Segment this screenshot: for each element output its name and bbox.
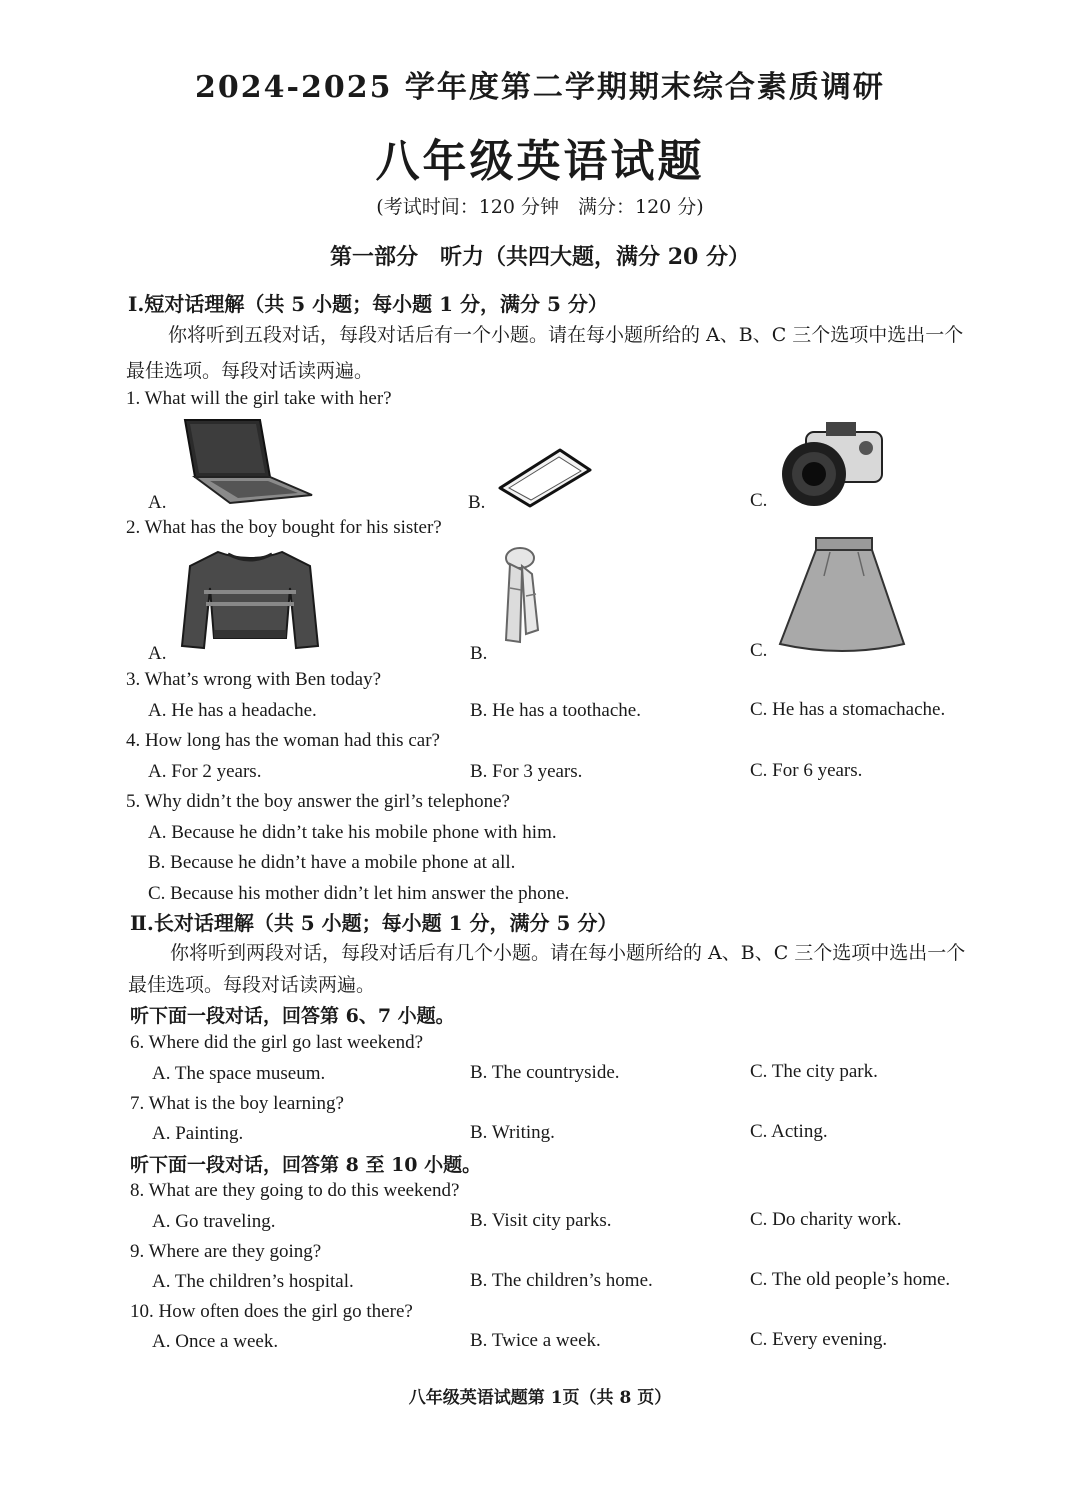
q4-option-b: B. For 3 years. <box>470 761 583 782</box>
q1-option-a: A. <box>148 492 167 513</box>
question-4: 4. How long has the woman had this car? <box>126 730 440 751</box>
laptop-icon <box>180 415 315 505</box>
question-1: 1. What will the girl take with her? <box>126 388 392 409</box>
q5-option-b: B. Because he didn’t have a mobile phone at all. <box>148 852 516 873</box>
q2-option-a: A. <box>148 643 167 664</box>
question-3: 3. What’s wrong with Ben today? <box>126 669 382 690</box>
q3-option-a: A. He has a headache. <box>148 700 317 721</box>
q5-option-c: C. Because his mother didn’t let him answer the phone. <box>148 883 570 904</box>
q8-option-c: C. Do charity work. <box>750 1209 902 1230</box>
section1-title: Ⅰ.短对话理解（共 5 小题；每小题 1 分，满分 5 分） <box>128 292 608 316</box>
q8-option-a: A. Go traveling. <box>152 1211 276 1232</box>
section2-title: Ⅱ.长对话理解（共 5 小题；每小题 1 分，满分 5 分） <box>130 911 618 935</box>
skirt-icon <box>778 536 908 658</box>
question-6: 6. Where did the girl go last weekend? <box>130 1032 423 1053</box>
q2-option-c: C. <box>750 640 768 661</box>
q9-option-a: A. The children’s hospital. <box>152 1271 354 1292</box>
q10-option-a: A. Once a week. <box>152 1331 279 1352</box>
sweater-icon <box>180 548 320 653</box>
mobile-phone-icon <box>495 448 595 508</box>
dialog1-instruction: 听下面一段对话，回答第 6、7 小题。 <box>130 1005 455 1027</box>
section2-instruction-line1: 你将听到两段对话，每段对话后有几个小题。请在每小题所给的 A、B、C 三个选项中选出一个 <box>170 942 966 964</box>
q2-option-b: B. <box>470 643 488 664</box>
q4-option-a: A. For 2 years. <box>148 761 262 782</box>
section2-instruction-line2: 最佳选项。每段对话读两遍。 <box>128 974 376 996</box>
section1-instruction-line1: 你将听到五段对话，每段对话后有一个小题。请在每小题所给的 A、B、C 三个选项中选出一个 <box>168 324 964 346</box>
q9-option-b: B. The children’s home. <box>470 1270 653 1291</box>
q8-option-b: B. Visit city parks. <box>470 1210 612 1231</box>
exam-info: (考试时间：120 分钟 满分：120 分) <box>376 196 704 218</box>
question-2: 2. What has the boy bought for his sister? <box>126 517 442 538</box>
q4-option-c: C. For 6 years. <box>750 760 863 781</box>
q7-option-a: A. Painting. <box>152 1123 244 1144</box>
q10-option-b: B. Twice a week. <box>470 1330 601 1351</box>
question-8: 8. What are they going to do this weekend? <box>130 1180 460 1201</box>
q9-option-c: C. The old people’s home. <box>750 1269 951 1290</box>
exam-title: 八年级英语试题 <box>375 136 705 187</box>
q6-option-a: A. The space museum. <box>152 1063 326 1084</box>
part-one-title: 第一部分 听力（共四大题，满分 20 分） <box>330 244 750 270</box>
q6-option-c: C. The city park. <box>750 1061 878 1082</box>
q7-option-b: B. Writing. <box>470 1122 555 1143</box>
camera-icon <box>778 418 886 510</box>
q7-option-c: C. Acting. <box>750 1121 828 1142</box>
scarf-icon <box>496 544 546 646</box>
q10-option-c: C. Every evening. <box>750 1329 888 1350</box>
question-7: 7. What is the boy learning? <box>130 1093 344 1114</box>
q3-option-b: B. He has a toothache. <box>470 700 641 721</box>
section1-instruction-line2: 最佳选项。每段对话读两遍。 <box>126 360 374 382</box>
q6-option-b: B. The countryside. <box>470 1062 620 1083</box>
q1-option-b: B. <box>468 492 486 513</box>
q3-option-c: C. He has a stomachache. <box>750 699 946 720</box>
exam-term-heading: 2024-2025 学年度第二学期期末综合素质调研 <box>195 70 885 105</box>
page-footer: 八年级英语试题第 1页（共 8 页） <box>408 1388 672 1408</box>
q5-option-a: A. Because he didn’t take his mobile phone with him. <box>148 822 557 843</box>
dialog2-instruction: 听下面一段对话，回答第 8 至 10 小题。 <box>130 1154 482 1176</box>
question-10: 10. How often does the girl go there? <box>130 1301 413 1322</box>
q1-option-c: C. <box>750 490 768 511</box>
question-5: 5. Why didn’t the boy answer the girl’s telephone? <box>126 791 510 812</box>
question-9: 9. Where are they going? <box>130 1241 322 1262</box>
